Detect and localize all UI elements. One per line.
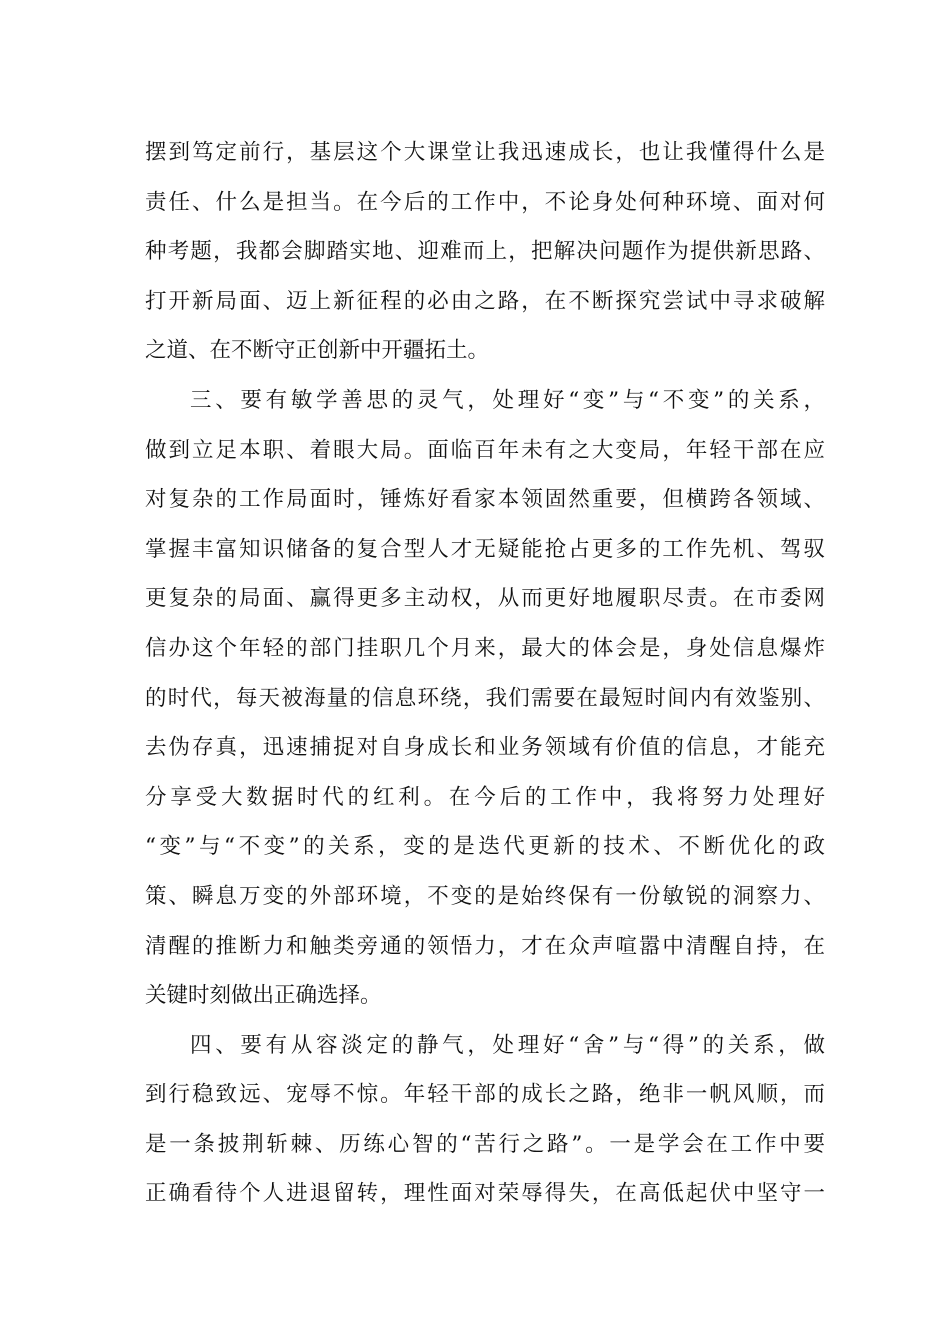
text-line: 去伪存真，迅速捕捉对自身成长和业务领域有价值的信息，才能充 bbox=[145, 735, 825, 761]
text-line: 是一条披荆斩棘、历练心智的“苦行之路”。一是学会在工作中要 bbox=[145, 1131, 825, 1157]
text-line: 对复杂的工作局面时，锤炼好看家本领固然重要，但横跨各领域、 bbox=[145, 487, 825, 513]
text-line: 做到立足本职、着眼大局。面临百年未有之大变局，年轻干部在应 bbox=[145, 437, 825, 463]
text-line: 分享受大数据时代的红利。在今后的工作中，我将努力处理好 bbox=[145, 784, 825, 810]
text-line: 打开新局面、迈上新征程的必由之路，在不断探究尝试中寻求破解 bbox=[145, 288, 825, 314]
text-line: 三、要有敏学善思的灵气，处理好“变”与“不变”的关系， bbox=[190, 387, 825, 413]
paragraph-2 bbox=[145, 376, 825, 1021]
text-line: 的时代，每天被海量的信息环绕，我们需要在最短时间内有效鉴别、 bbox=[145, 685, 825, 711]
text-line: 关键时刻做出正确选择。 bbox=[145, 983, 382, 1009]
text-line: 种考题，我都会脚踏实地、迎难而上，把解决问题作为提供新思路、 bbox=[145, 239, 825, 265]
text-line: 摆到笃定前行，基层这个大课堂让我迅速成长，也让我懂得什么是 bbox=[145, 140, 825, 165]
paragraph-1 bbox=[145, 128, 825, 376]
text-line: 掌握丰富知识储备的复合型人才无疑能抢占更多的工作先机、驾驭 bbox=[145, 536, 825, 562]
text-line: 四、要有从容淡定的静气，处理好“舍”与“得”的关系，做 bbox=[190, 1032, 825, 1058]
paragraph-3 bbox=[145, 1021, 825, 1219]
text-line: 清醒的推断力和触类旁通的领悟力，才在众声喧嚣中清醒自持，在 bbox=[145, 933, 825, 959]
text-line: 到行稳致远、宠辱不惊。年轻干部的成长之路，绝非一帆风顺，而 bbox=[145, 1082, 825, 1108]
text-line: “变”与“不变”的关系，变的是迭代更新的技术、不断优化的政 bbox=[145, 834, 825, 860]
body-text bbox=[145, 128, 825, 1219]
text-line: 信办这个年轻的部门挂职几个月来，最大的体会是，身处信息爆炸 bbox=[145, 635, 825, 661]
text-line: 策、瞬息万变的外部环境，不变的是始终保有一份敏锐的洞察力、 bbox=[145, 883, 825, 909]
text-line: 正确看待个人进退留转，理性面对荣辱得失，在高低起伏中坚守一 bbox=[145, 1181, 825, 1207]
text-line: 更复杂的局面、赢得更多主动权，从而更好地履职尽责。在市委网 bbox=[145, 586, 825, 612]
text-line: 之道、在不断守正创新中开疆拓土。 bbox=[145, 338, 490, 364]
text-line: 责任、什么是担当。在今后的工作中，不论身处何种环境、面对何 bbox=[145, 189, 825, 215]
